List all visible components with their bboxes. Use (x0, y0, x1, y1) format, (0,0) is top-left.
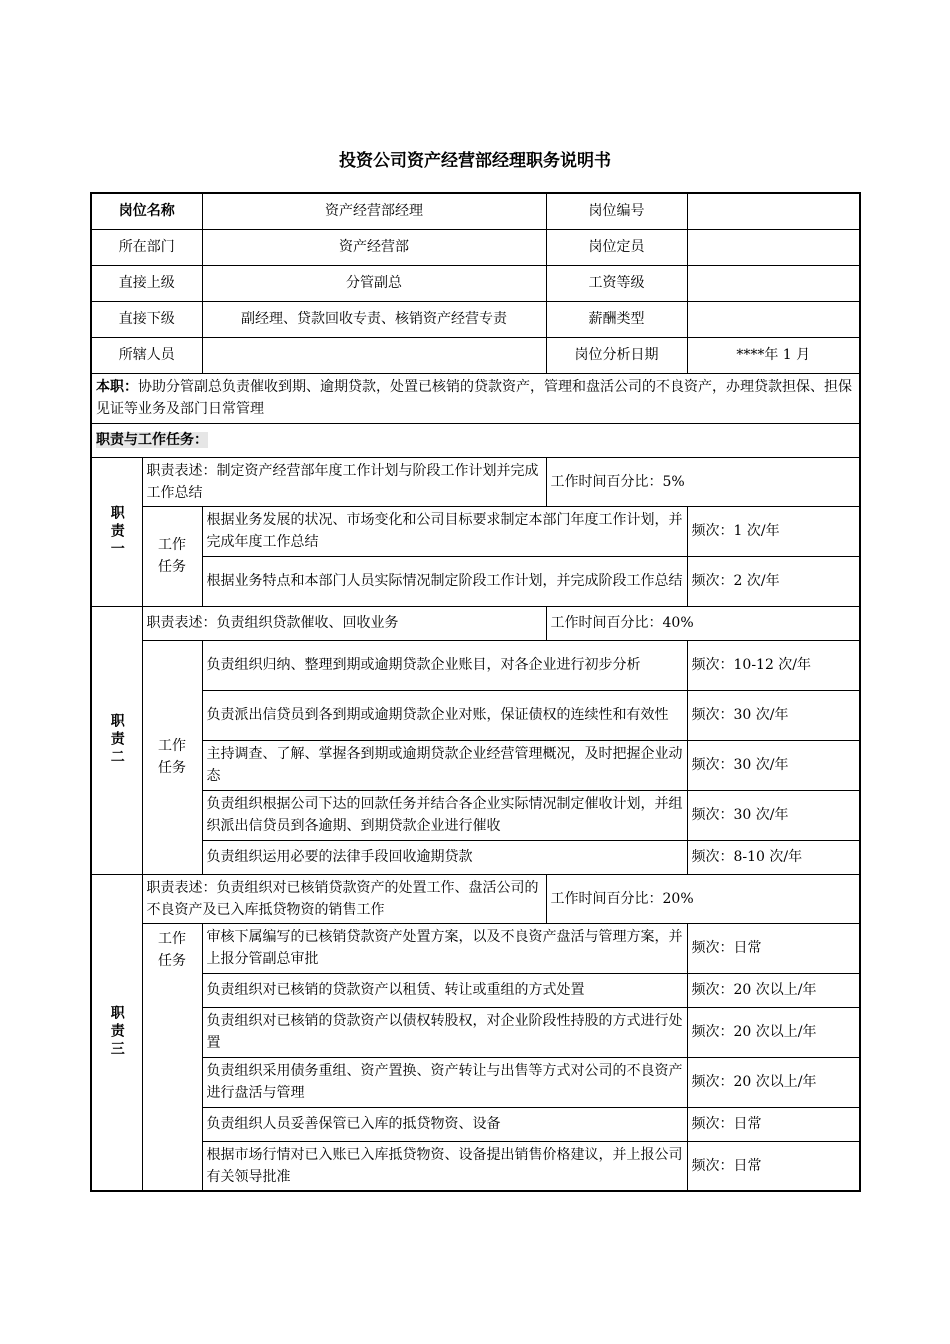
duty-desc-row (91, 457, 860, 506)
task-row (91, 923, 860, 973)
header-value (687, 229, 860, 265)
duty-label: 职责一 (91, 457, 142, 606)
header-label: 岗位名称 (91, 193, 202, 229)
header-value (687, 265, 860, 301)
task-label: 工作任务 (142, 923, 202, 1191)
task-row (91, 1057, 860, 1107)
duty-time-percent: 工作时间百分比：20% (546, 874, 860, 923)
task-frequency: 频次：日常 (687, 923, 860, 973)
task-frequency: 频次：30 次/年 (687, 790, 860, 840)
header-row (91, 229, 860, 265)
task-frequency: 频次：日常 (687, 1107, 860, 1141)
duties-heading-row (91, 423, 860, 457)
header-value: 资产经营部 (202, 229, 546, 265)
header-row (91, 265, 860, 301)
task-frequency: 频次：8-10 次/年 (687, 840, 860, 874)
header-label: 岗位分析日期 (546, 337, 687, 373)
header-label: 直接下级 (91, 301, 202, 337)
task-text: 审核下属编写的已核销贷款资产处置方案，以及不良资产盘活与管理方案，并上报分管副总审批 (202, 923, 687, 973)
header-value (202, 337, 546, 373)
header-value: 副经理、贷款回收专责、核销资产经营专责 (202, 301, 546, 337)
duty-description: 职责表述：负责组织对已核销贷款资产的处置工作、盘活公司的不良资产及已入库抵贷物资的销售工作 (142, 874, 546, 923)
task-row (91, 640, 860, 690)
task-text: 负责组织运用必要的法律手段回收逾期贷款 (202, 840, 687, 874)
task-row (91, 1107, 860, 1141)
task-text: 根据业务发展的状况、市场变化和公司目标要求制定本部门年度工作计划，并完成年度工作总结 (202, 506, 687, 556)
task-row (91, 506, 860, 556)
header-value (687, 193, 860, 229)
task-label: 工作任务 (142, 640, 202, 874)
header-value: ****年 1 月 (687, 337, 860, 373)
task-text: 负责组织采用债务重组、资产置换、资产转让与出售等方式对公司的不良资产进行盘活与管理 (202, 1057, 687, 1107)
task-frequency: 频次：2 次/年 (687, 556, 860, 606)
task-row (91, 790, 860, 840)
header-row (91, 337, 860, 373)
task-frequency: 频次：30 次/年 (687, 690, 860, 740)
task-row (91, 1141, 860, 1191)
task-label: 工作任务 (142, 506, 202, 606)
task-row (91, 740, 860, 790)
benzhi-cell (91, 373, 860, 423)
header-value: 资产经营部经理 (202, 193, 546, 229)
duty-description: 职责表述：负责组织贷款催收、回收业务 (142, 606, 546, 640)
duty-label: 职责二 (91, 606, 142, 874)
task-frequency: 频次：10-12 次/年 (687, 640, 860, 690)
task-text: 负责组织对已核销的贷款资产以租赁、转让或重组的方式处置 (202, 973, 687, 1007)
task-text: 根据市场行情对已入账已入库抵贷物资、设备提出销售价格建议，并上报公司有关领导批准 (202, 1141, 687, 1191)
benzhi-label: 本职： (96, 379, 138, 395)
task-frequency: 频次：20 次以上/年 (687, 1007, 860, 1057)
task-frequency: 频次：20 次以上/年 (687, 1057, 860, 1107)
duty-time-percent: 工作时间百分比：40% (546, 606, 860, 640)
header-value (687, 301, 860, 337)
header-label: 所辖人员 (91, 337, 202, 373)
benzhi-text: 协助分管副总负责催收到期、逾期贷款，处置已核销的贷款资产，管理和盘活公司的不良资产，办理贷款担保、担保见证等业务及部门日常管理 (96, 379, 852, 417)
header-value: 分管副总 (202, 265, 546, 301)
header-label: 岗位定员 (546, 229, 687, 265)
duty-desc-row (91, 874, 860, 923)
task-text: 负责派出信贷员到各到期或逾期贷款企业对账，保证债权的连续性和有效性 (202, 690, 687, 740)
task-text: 负责组织人员妥善保管已入库的抵贷物资、设备 (202, 1107, 687, 1141)
duty-desc-row (91, 606, 860, 640)
task-frequency: 频次：20 次以上/年 (687, 973, 860, 1007)
task-frequency: 频次：30 次/年 (687, 740, 860, 790)
duty-label: 职责三 (91, 874, 142, 1191)
task-text: 负责组织根据公司下达的回款任务并结合各企业实际情况制定催收计划，并组织派出信贷员到各逾期、到期贷款企业进行催收 (202, 790, 687, 840)
task-text: 主持调查、了解、掌握各到期或逾期贷款企业经营管理概况，及时把握企业动态 (202, 740, 687, 790)
header-label: 薪酬类型 (546, 301, 687, 337)
header-row (91, 193, 860, 229)
job-description-table (90, 192, 861, 1192)
duties-heading-cell (91, 423, 860, 457)
header-label: 直接上级 (91, 265, 202, 301)
task-row (91, 556, 860, 606)
task-row (91, 690, 860, 740)
header-label: 所在部门 (91, 229, 202, 265)
task-frequency: 频次：1 次/年 (687, 506, 860, 556)
header-row (91, 301, 860, 337)
task-text: 负责组织归纳、整理到期或逾期贷款企业账目，对各企业进行初步分析 (202, 640, 687, 690)
task-row (91, 1007, 860, 1057)
header-label: 岗位编号 (546, 193, 687, 229)
task-row (91, 973, 860, 1007)
duties-heading: 职责与工作任务： (96, 432, 208, 448)
document-title: 投资公司资产经营部经理职务说明书 (339, 151, 611, 171)
task-frequency: 频次：日常 (687, 1141, 860, 1191)
task-text: 根据业务特点和本部门人员实际情况制定阶段工作计划，并完成阶段工作总结 (202, 556, 687, 606)
duty-description: 职责表述：制定资产经营部年度工作计划与阶段工作计划并完成工作总结 (142, 457, 546, 506)
benzhi-row (91, 373, 860, 423)
header-label: 工资等级 (546, 265, 687, 301)
task-row (91, 840, 860, 874)
duty-time-percent: 工作时间百分比：5% (546, 457, 860, 506)
task-text: 负责组织对已核销的贷款资产以债权转股权，对企业阶段性持股的方式进行处置 (202, 1007, 687, 1057)
